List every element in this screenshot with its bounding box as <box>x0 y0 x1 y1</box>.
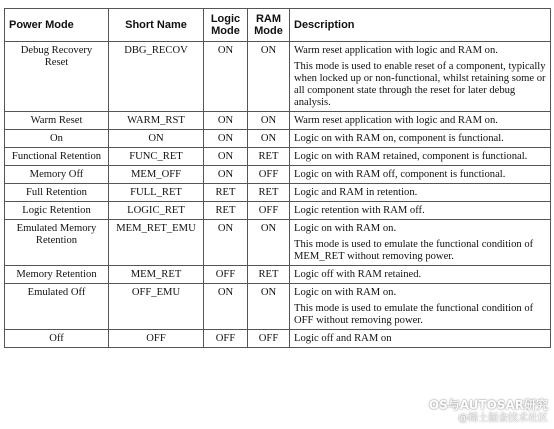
power-mode-cell: Memory Retention <box>5 266 109 284</box>
table-row <box>5 148 551 166</box>
power-mode-cell: Debug Recovery Reset <box>5 42 109 112</box>
description-cell <box>290 184 551 202</box>
power-mode-cell: Emulated Off <box>5 284 109 330</box>
short-name-cell: ON <box>109 130 204 148</box>
short-name-cell: OFF_EMU <box>109 284 204 330</box>
power-mode-cell: Logic Retention <box>5 202 109 220</box>
description-cell <box>290 266 551 284</box>
table-row <box>5 330 551 348</box>
description-paragraph: Logic on with RAM on, component is functional. <box>294 133 504 144</box>
ram-mode-cell: ON <box>248 42 290 112</box>
short-name-cell: FUNC_RET <box>109 148 204 166</box>
description-cell <box>290 112 551 130</box>
logic-mode-cell: ON <box>204 112 248 130</box>
ram-mode-cell: OFF <box>248 202 290 220</box>
description-paragraph: Logic off with RAM retained. <box>294 269 422 280</box>
description-cell <box>290 330 551 348</box>
description-cell <box>290 166 551 184</box>
description-cell <box>290 202 551 220</box>
ram-mode-cell: ON <box>248 130 290 148</box>
logic-mode-cell: RET <box>204 202 248 220</box>
header-logic-mode: Logic Mode <box>204 9 248 42</box>
power-mode-table <box>4 8 551 348</box>
description-paragraph: This mode is used to enable reset of a component, typically when locked up or non-functional, whilst retaining some or all component state through the reset for later debug analysis. <box>294 61 546 108</box>
ram-mode-cell: RET <box>248 148 290 166</box>
ram-mode-cell: ON <box>248 220 290 266</box>
short-name-cell: DBG_RECOV <box>109 42 204 112</box>
description-paragraph: Logic retention with RAM off. <box>294 205 425 216</box>
description-paragraph: Warm reset application with logic and RAM on. <box>294 45 498 56</box>
table-row <box>5 184 551 202</box>
power-mode-cell: Emulated Memory Retention <box>5 220 109 266</box>
short-name-cell: WARM_RST <box>109 112 204 130</box>
table-row <box>5 130 551 148</box>
table-row <box>5 284 551 330</box>
description-paragraph: Logic on with RAM on. <box>294 223 397 234</box>
logic-mode-cell: ON <box>204 130 248 148</box>
short-name-cell: LOGIC_RET <box>109 202 204 220</box>
description-paragraph: Logic off and RAM on <box>294 333 392 344</box>
table-row <box>5 166 551 184</box>
ram-mode-cell: ON <box>248 112 290 130</box>
logic-mode-cell: ON <box>204 220 248 266</box>
table-header-row <box>5 9 551 42</box>
description-cell <box>290 148 551 166</box>
power-mode-cell: Functional Retention <box>5 148 109 166</box>
description-cell <box>290 284 551 330</box>
description-paragraph: Logic on with RAM off, component is functional. <box>294 169 506 180</box>
short-name-cell: OFF <box>109 330 204 348</box>
ram-mode-cell: RET <box>248 184 290 202</box>
table-row <box>5 266 551 284</box>
table-row <box>5 42 551 112</box>
table-row <box>5 220 551 266</box>
watermark-line-1: OS与AUTOSAR研究 <box>428 398 548 412</box>
ram-mode-cell: OFF <box>248 166 290 184</box>
watermark-line-2: @稀土掘金技术社区 <box>458 413 548 424</box>
ram-mode-cell: ON <box>248 284 290 330</box>
description-paragraph: Logic on with RAM on. <box>294 287 397 298</box>
logic-mode-cell: ON <box>204 166 248 184</box>
table-body <box>5 42 551 348</box>
power-mode-cell: Off <box>5 330 109 348</box>
header-ram-mode: RAM Mode <box>248 9 290 42</box>
ram-mode-cell: RET <box>248 266 290 284</box>
table-row <box>5 112 551 130</box>
header-power-mode: Power Mode <box>5 9 109 42</box>
description-cell <box>290 220 551 266</box>
logic-mode-cell: ON <box>204 284 248 330</box>
description-paragraph: This mode is used to emulate the functional condition of OFF without removing power. <box>294 303 534 326</box>
description-cell <box>290 42 551 112</box>
short-name-cell: MEM_RET_EMU <box>109 220 204 266</box>
logic-mode-cell: OFF <box>204 330 248 348</box>
ram-mode-cell: OFF <box>248 330 290 348</box>
logic-mode-cell: OFF <box>204 266 248 284</box>
description-cell <box>290 130 551 148</box>
short-name-cell: MEM_OFF <box>109 166 204 184</box>
description-paragraph: Logic and RAM in retention. <box>294 187 418 198</box>
power-mode-cell: Warm Reset <box>5 112 109 130</box>
logic-mode-cell: ON <box>204 42 248 112</box>
table-row <box>5 202 551 220</box>
description-paragraph: This mode is used to emulate the functional condition of MEM_RET without removing power. <box>294 239 534 262</box>
watermark <box>429 399 548 425</box>
description-paragraph: Logic on with RAM retained, component is functional. <box>294 151 528 162</box>
power-mode-cell: On <box>5 130 109 148</box>
power-mode-cell: Memory Off <box>5 166 109 184</box>
short-name-cell: MEM_RET <box>109 266 204 284</box>
power-mode-cell: Full Retention <box>5 184 109 202</box>
header-description: Description <box>290 9 551 42</box>
logic-mode-cell: RET <box>204 184 248 202</box>
description-paragraph: Warm reset application with logic and RAM on. <box>294 115 498 126</box>
logic-mode-cell: ON <box>204 148 248 166</box>
short-name-cell: FULL_RET <box>109 184 204 202</box>
header-short-name: Short Name <box>109 9 204 42</box>
